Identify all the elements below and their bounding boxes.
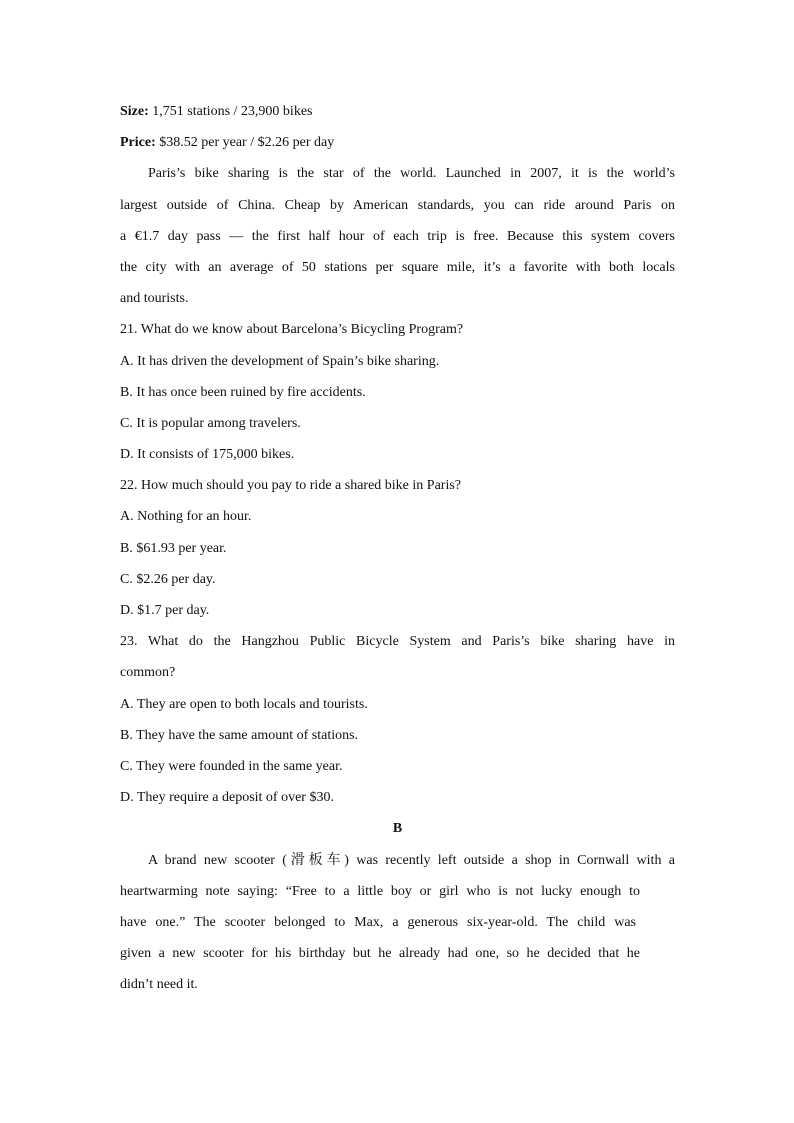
size-line [120,96,675,127]
paragraph-line: heartwarming note saying: “Free to a little boy or girl who is not lucky enough to [120,883,640,899]
price-line [120,127,675,158]
option-c: C. It is popular among travelers. [120,415,301,431]
paragraph-line: A brand new scooter (滑板车) was recently left outside a shop in Cornwall with a [148,852,675,868]
question-stem-continued: common? [120,665,176,681]
price-label: Price: [120,135,156,151]
option-a: A. Nothing for an hour. [120,509,252,525]
question-stem: 22. How much should you pay to ride a shared bike in Paris? [120,478,461,494]
paragraph-line: a €1.7 day pass — the first half hour of each trip is free. Because this system covers [120,228,675,244]
question-stem: 23. What do the Hangzhou Public Bicycle System and Paris’s bike sharing have in [120,634,675,650]
option-b: B. $61.93 per year. [120,540,227,556]
price-value: $38.52 per year / $2.26 per day [159,135,335,151]
paragraph-line: Paris’s bike sharing is the star of the world. Launched in 2007, it is the world’s [148,166,675,182]
option-a: A. It has driven the development of Spain’s bike sharing. [120,353,440,369]
option-c: C. $2.26 per day. [120,571,216,587]
scooter-paragraph [120,845,675,1001]
section-heading: B [392,821,403,837]
question-stem: 21. What do we know about Barcelona’s Bicycling Program? [120,322,464,338]
size-value: 1,751 stations / 23,900 bikes [152,104,313,119]
paragraph-line: didn’t need it. [120,977,198,993]
question-22 [120,470,675,626]
document-page [120,96,675,1000]
option-a: A. They are open to both locals and tourists. [120,696,368,712]
question-21 [120,314,675,470]
option-d: D. $1.7 per day. [120,603,210,618]
size-label: Size: [120,104,149,119]
paragraph-line: the city with an average of 50 stations per square mile, it’s a favorite with both locals [120,259,675,275]
paragraph-line: largest outside of China. Cheap by American standards, you can ride around Paris on [120,197,675,213]
option-d: D. It consists of 175,000 bikes. [120,447,295,463]
paragraph-line: have one.” The scooter belonged to Max, a generous six-year-old. The child was [120,914,636,930]
option-c: C. They were founded in the same year. [120,758,343,774]
paragraph-line: and tourists. [120,291,189,307]
option-d: D. They require a deposit of over $30. [120,790,334,806]
paris-paragraph [120,158,675,314]
option-b: B. They have the same amount of stations. [120,727,359,743]
option-b: B. It has once been ruined by fire accidents. [120,384,366,400]
paragraph-line: given a new scooter for his birthday but he already had one, so he decided that he [120,946,640,962]
question-23 [120,626,675,813]
